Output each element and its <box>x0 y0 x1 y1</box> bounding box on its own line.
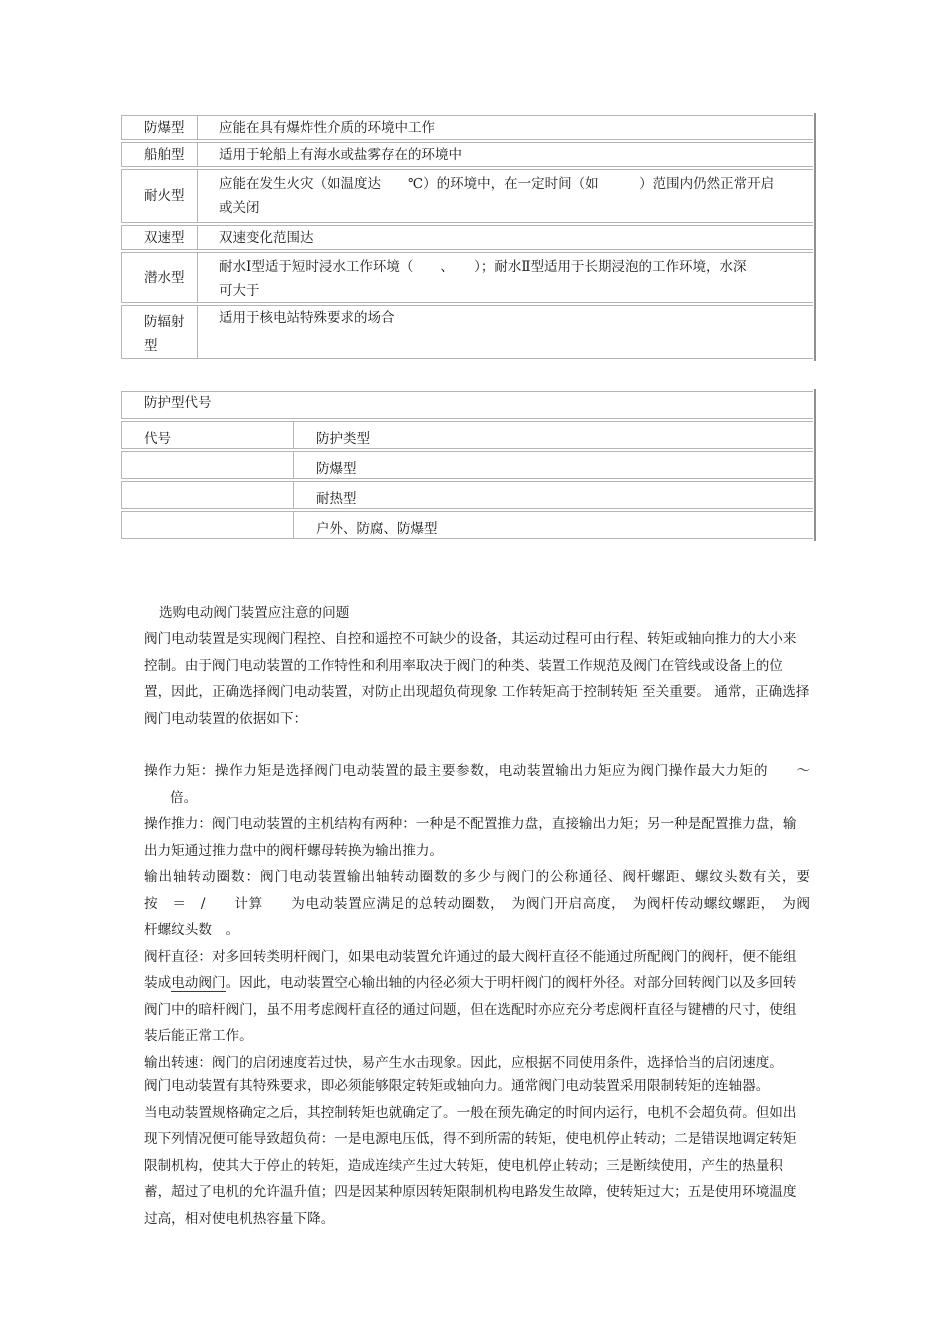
turns-item-line: 杆螺纹头数 。 <box>144 922 240 938</box>
type-line: 防辐射 <box>144 314 185 330</box>
turns-item-line: 按 ＝ / 计算 为电动装置应满足的总转动圈数， 为阀门开启高度， 为阀杆传动螺纹螺距， 为阀 <box>144 895 810 912</box>
torque-item-line: 操作力矩：操作力矩是选择阀门电动装置的最主要参数，电动装置输出力矩应为阀门操作最大力矩的 ～ <box>144 763 810 779</box>
table-row <box>121 481 813 509</box>
type-cell: 耐火型 <box>122 170 198 222</box>
torque-item-line: 倍。 <box>170 789 198 806</box>
table-row <box>121 115 813 140</box>
desc-line: 或关闭 <box>219 200 260 216</box>
type-cell: 双速型 <box>122 226 198 249</box>
code-header: 代号 <box>122 422 294 448</box>
table-row <box>121 225 813 250</box>
table-row <box>121 252 813 303</box>
desc-line: 可大于 <box>219 283 260 299</box>
stem-item <box>144 944 810 1050</box>
desc-cell <box>198 170 813 220</box>
stem-text: 。因此，电动装置空心输出轴的内径必须大于明杆阀门的阀杆外径。对部分回转阀门以及多回转阀门中的暗杆阀门，虽不用考虑阀杆直径的通过问题，但在选配时亦应充分考虑阀杆直径与键槽的尺寸，使组装后能正常工作。 <box>144 975 797 1044</box>
desc-line: 耐水Ⅰ型适于短时浸水工作环境（ 、 ）；耐水Ⅱ型适用于长期浸泡的工作环境，水深 <box>219 259 747 275</box>
table-row <box>121 142 813 167</box>
table-row <box>121 451 813 479</box>
desc-cell <box>198 253 813 303</box>
intro-paragraph: 阀门电动装置是实现阀门程控、自控和遥控不可缺少的设备，其运动过程可由行程、转矩或轴向推力的大小来控制。由于阀门电动装置的工作特性和利用率取决于阀门的种类、装置工作规范及阀门在管线或设备上的位置，因此，正确选择阀门电动装置，对防止出现超负荷现象 工作转矩高于控制转矩 至关重要。 通常，正确选择阀门电动装置的依据如下： <box>144 631 810 727</box>
code-cell <box>122 482 294 508</box>
turns-item-line: 输出轴转动圈数：阀门电动装置输出轴转动圈数的多少与阀门的公称通径、阀杆螺距、螺纹头数有关，要 <box>144 869 810 885</box>
article-heading: 选购电动阀门装置应注意的问题 <box>159 605 350 621</box>
type-cell: 耐热型 <box>316 491 357 507</box>
table-row <box>121 169 813 223</box>
special-line: 阀门电动装置有其特殊要求，即必须能够限定转矩或轴向力。通常阀门电动装置采用限制转矩的连轴器。 <box>144 1078 770 1094</box>
table-row <box>121 511 813 539</box>
criteria-list <box>144 758 810 1076</box>
desc-cell: 适用于轮船上有海水或盐雾存在的环境中 <box>219 147 462 163</box>
type-line: 型 <box>144 338 158 354</box>
speed-item: 输出转速：阀门的启闭速度若过快，易产生水击现象。因此，应根据不同使用条件，选择恰当的启闭速度。 <box>144 1054 783 1071</box>
type-cell: 船舶型 <box>122 143 198 166</box>
overload-paragraph: 当电动装置规格确定之后，其控制转矩也就确定了。一般在预先确定的时间内运行，电机不会超负荷。但如出现下列情况便可能导致超负荷：一是电源电压低，得不到所需的转矩，使电机停止转动；二是错误地调定转矩限制机构，使其大于停止的转矩，造成连续产生过大转矩，使电机停止转动；三是断续使用，产生的热量积蓄，超过了电机的允许温升值；四是因某种原因转矩限制机构电路发生故障，使转矩过大；五是使用环境温度过高，相对使电机热容量下降。 <box>144 1104 797 1227</box>
code-cell <box>122 512 294 538</box>
table-title: 防护型代号 <box>144 395 212 411</box>
protection-type-table <box>121 115 813 361</box>
table-header-row <box>121 421 813 449</box>
code-cell <box>122 452 294 478</box>
type-header: 防护类型 <box>316 431 370 447</box>
type-cell: 潜水型 <box>122 253 198 302</box>
type-cell <box>122 306 198 358</box>
protection-code-table <box>121 391 813 541</box>
table-row <box>121 305 813 359</box>
desc-cell: 适用于核电站特殊要求的场合 <box>219 310 395 326</box>
thrust-item: 操作推力：阀门电动装置的主机结构有两种：一种是不配置推力盘，直接输出力矩；另一种是配置推力盘，输出力矩通过推力盘中的阀杆螺母转换为输出推力。 <box>144 816 797 859</box>
type-cell: 防爆型 <box>122 116 198 139</box>
desc-line: 应能在发生火灾（如温度达 ℃）的环境中，在一定时间（如 ）范围内仍然正常开启 <box>219 176 775 192</box>
stem-text: 阀杆直径：对多回转类明杆阀门，如果电动装置允许通过的最大阀杆直径不能通过所配阀门的阀杆，便不能组装成 <box>144 948 797 991</box>
type-cell: 防爆型 <box>316 461 357 477</box>
desc-cell: 双速变化范围达 <box>219 230 314 246</box>
desc-cell: 应能在具有爆炸性介质的环境中工作 <box>219 120 435 136</box>
type-cell: 户外、防腐、防爆型 <box>316 521 438 537</box>
table-title-row <box>121 391 813 419</box>
special-requirements-paragraph <box>144 1073 810 1232</box>
electric-valve-link[interactable]: 电动阀门 <box>171 975 226 991</box>
